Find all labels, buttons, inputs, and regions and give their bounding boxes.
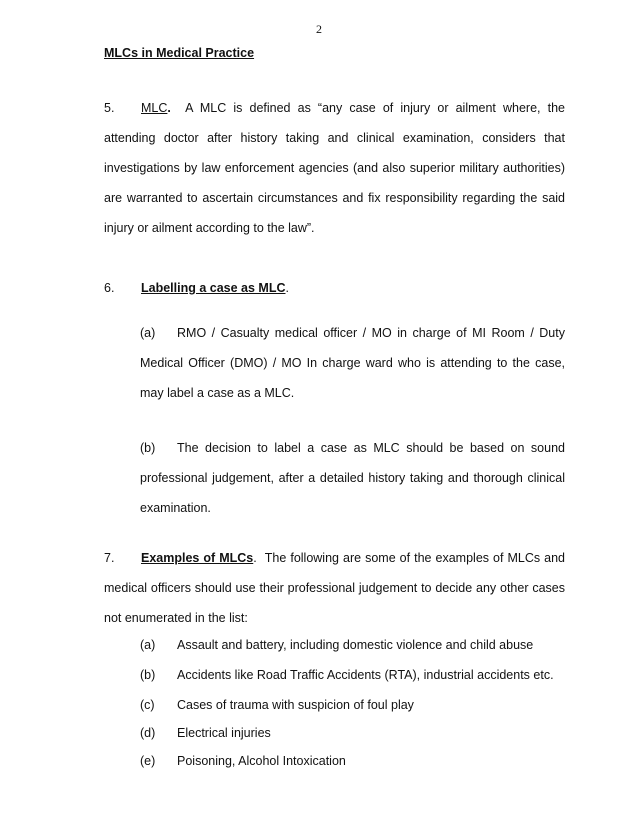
list-text: Poisoning, Alcohol Intoxication (177, 754, 346, 768)
paragraph-6-trail: . (285, 281, 289, 295)
item-letter: (b) (140, 441, 156, 455)
list-letter: (c) (140, 698, 155, 712)
list-item (140, 666, 554, 684)
item-text: RMO / Casualty medical officer / MO in charge of MI Room / Duty Medical Officer (DMO) / MO In charge ward who is attending to the case, may label a case as a MLC. (140, 326, 565, 400)
list-text: Cases of trauma with suspicion of foul play (177, 698, 414, 712)
paragraph-6-heading-line (104, 279, 289, 297)
document-title: MLCs in Medical Practice (104, 46, 255, 60)
item-letter: (a) (140, 326, 156, 340)
list-item (140, 752, 346, 770)
list-letter: (d) (140, 726, 156, 740)
list-letter: (a) (140, 638, 156, 652)
list-text: Assault and battery, including domestic violence and child abuse (177, 638, 534, 652)
paragraph-5-number: 5. (104, 101, 115, 115)
paragraph-6-item-b (140, 433, 565, 523)
paragraph-5-dot: . (167, 101, 171, 115)
paragraph-6-number: 6. (104, 281, 115, 295)
list-text: Electrical injuries (177, 726, 271, 740)
paragraph-7-trail: . (253, 551, 257, 565)
paragraph-5 (104, 93, 565, 243)
list-letter: (e) (140, 754, 156, 768)
list-item (140, 724, 271, 742)
paragraph-6-item-a (140, 318, 565, 408)
list-item (140, 636, 533, 654)
paragraph-7-text: The following are some of the examples of MLCs and medical officers should use their professional judgement to decide any other cases not enumerated in the list: (104, 551, 566, 625)
paragraph-5-term: MLC (141, 101, 168, 115)
paragraph-5-text: A MLC is defined as “any case of injury or ailment where, the attending doctor after history taking and clinical examination, considers that investigations by law enforcement agencies (and also superior military authorities) are warranted to ascertain circumstances and fix responsibility regarding the said injury or ailment according to the law”. (104, 101, 565, 235)
paragraph-7-heading: Examples of MLCs (141, 551, 254, 565)
list-text: Accidents like Road Traffic Accidents (RTA), industrial accidents etc. (177, 668, 554, 682)
paragraph-6-heading: Labelling a case as MLC (141, 281, 286, 295)
list-letter: (b) (140, 668, 156, 682)
page-number: 2 (316, 22, 322, 36)
paragraph-7-number: 7. (104, 551, 115, 565)
list-item (140, 696, 414, 714)
item-text: The decision to label a case as MLC should be based on sound professional judgement, after a detailed history taking and thorough clinical examination. (140, 441, 565, 515)
paragraph-7 (104, 543, 565, 633)
